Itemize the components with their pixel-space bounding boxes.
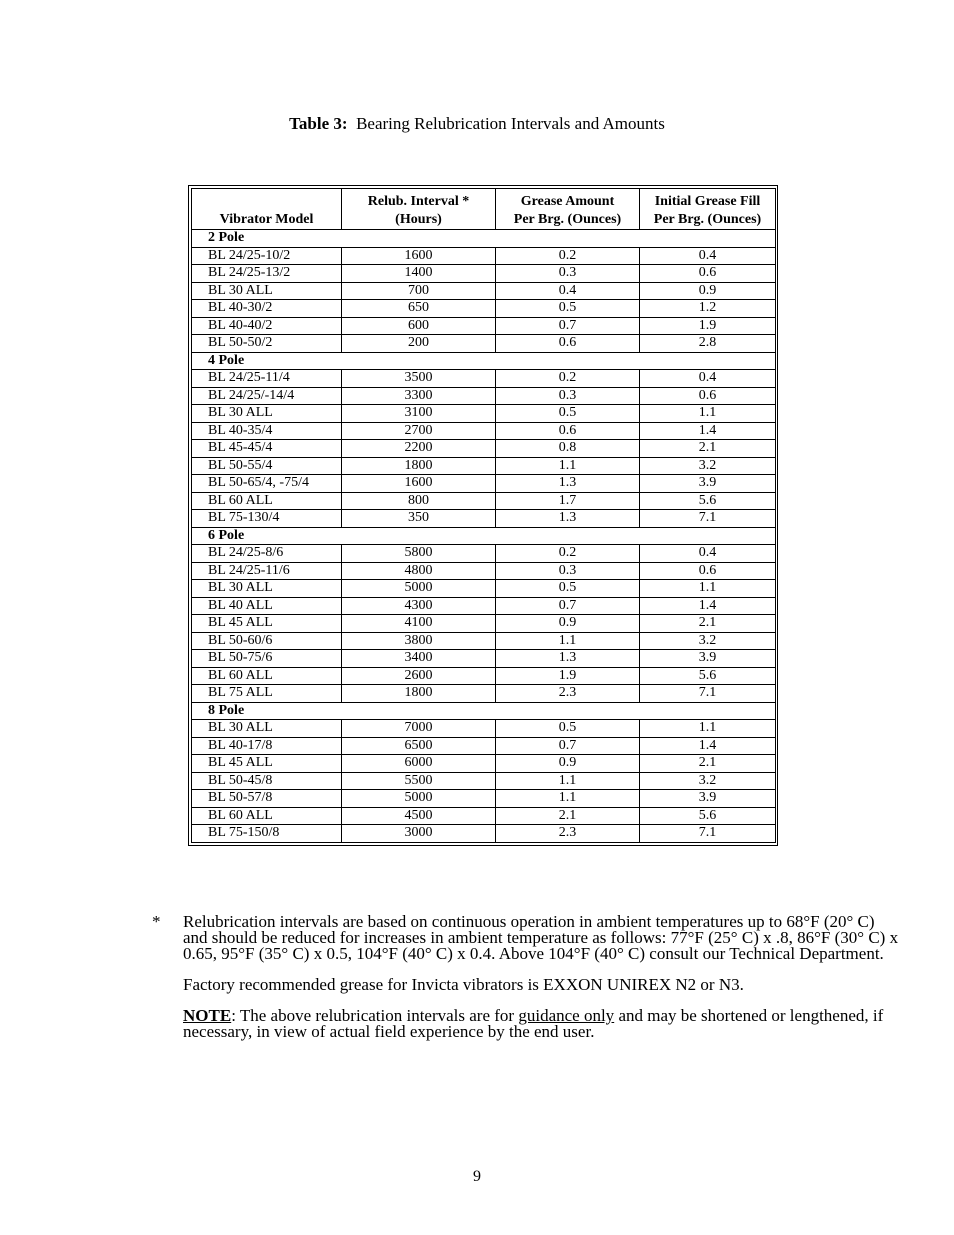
cell-initial-fill: 3.2	[640, 772, 776, 790]
table-row	[192, 440, 776, 458]
cell-relub-interval: 800	[342, 492, 496, 510]
cell-initial-fill: 3.9	[640, 790, 776, 808]
cell-grease-amount: 0.3	[496, 562, 640, 580]
table-row	[192, 737, 776, 755]
note-text-underlined: guidance only	[518, 1006, 615, 1025]
cell-relub-interval: 3100	[342, 405, 496, 423]
relubrication-table	[191, 188, 776, 843]
cell-model: BL 50-50/2	[192, 335, 342, 353]
table-row	[192, 457, 776, 475]
cell-relub-interval: 4300	[342, 597, 496, 615]
cell-model: BL 75 ALL	[192, 685, 342, 703]
cell-model: BL 60 ALL	[192, 807, 342, 825]
header-initial-grease-fill: Initial Grease Fill Per Brg. (Ounces)	[640, 189, 776, 230]
table-caption-text: Bearing Relubrication Intervals and Amounts	[356, 114, 665, 133]
cell-initial-fill: 0.4	[640, 370, 776, 388]
footnote-asterisk: *	[152, 912, 161, 931]
group-label: 8 Pole	[192, 702, 776, 720]
table-row	[192, 650, 776, 668]
table-row	[192, 317, 776, 335]
cell-relub-interval: 4800	[342, 562, 496, 580]
cell-model: BL 50-45/8	[192, 772, 342, 790]
table-row	[192, 615, 776, 633]
cell-grease-amount: 0.9	[496, 615, 640, 633]
group-row	[192, 230, 776, 248]
table-row	[192, 247, 776, 265]
cell-grease-amount: 1.1	[496, 632, 640, 650]
cell-initial-fill: 5.6	[640, 667, 776, 685]
cell-model: BL 24/25-11/6	[192, 562, 342, 580]
cell-model: BL 24/25-13/2	[192, 265, 342, 283]
header-relub-interval: Relub. Interval * (Hours)	[342, 189, 496, 230]
guidance-note	[183, 1008, 902, 1040]
cell-grease-amount: 1.1	[496, 772, 640, 790]
cell-relub-interval: 3800	[342, 632, 496, 650]
cell-initial-fill: 3.9	[640, 650, 776, 668]
cell-relub-interval: 1800	[342, 685, 496, 703]
cell-initial-fill: 5.6	[640, 807, 776, 825]
table-row	[192, 282, 776, 300]
table-body	[192, 230, 776, 843]
group-label: 2 Pole	[192, 230, 776, 248]
cell-grease-amount: 1.3	[496, 475, 640, 493]
cell-relub-interval: 1600	[342, 475, 496, 493]
cell-grease-amount: 0.4	[496, 282, 640, 300]
cell-relub-interval: 2600	[342, 667, 496, 685]
cell-grease-amount: 0.5	[496, 580, 640, 598]
cell-relub-interval: 700	[342, 282, 496, 300]
cell-grease-amount: 0.3	[496, 265, 640, 283]
grease-recommendation: Factory recommended grease for Invicta vibrators is EXXON UNIREX N2 or N3.	[183, 975, 744, 994]
cell-initial-fill: 3.2	[640, 632, 776, 650]
cell-initial-fill: 1.1	[640, 720, 776, 738]
table-row	[192, 790, 776, 808]
table-row	[192, 265, 776, 283]
cell-model: BL 75-130/4	[192, 510, 342, 528]
cell-grease-amount: 0.3	[496, 387, 640, 405]
table-row	[192, 720, 776, 738]
cell-model: BL 50-65/4, -75/4	[192, 475, 342, 493]
cell-relub-interval: 1600	[342, 247, 496, 265]
table-row	[192, 370, 776, 388]
cell-grease-amount: 0.7	[496, 737, 640, 755]
table-row	[192, 422, 776, 440]
cell-model: BL 60 ALL	[192, 667, 342, 685]
cell-initial-fill: 0.6	[640, 265, 776, 283]
cell-model: BL 30 ALL	[192, 720, 342, 738]
cell-grease-amount: 1.1	[496, 457, 640, 475]
cell-grease-amount: 0.5	[496, 405, 640, 423]
cell-grease-amount: 0.2	[496, 370, 640, 388]
cell-initial-fill: 2.8	[640, 335, 776, 353]
cell-grease-amount: 0.2	[496, 247, 640, 265]
cell-grease-amount: 0.6	[496, 335, 640, 353]
table-row	[192, 562, 776, 580]
table-row	[192, 772, 776, 790]
cell-initial-fill: 2.1	[640, 615, 776, 633]
cell-model: BL 24/25-8/6	[192, 545, 342, 563]
note-text-pre: : The above relubrication intervals are for	[231, 1006, 519, 1025]
cell-relub-interval: 5800	[342, 545, 496, 563]
cell-relub-interval: 2200	[342, 440, 496, 458]
cell-model: BL 30 ALL	[192, 405, 342, 423]
cell-relub-interval: 4100	[342, 615, 496, 633]
cell-relub-interval: 1400	[342, 265, 496, 283]
cell-relub-interval: 6000	[342, 755, 496, 773]
cell-model: BL 40 ALL	[192, 597, 342, 615]
page-number: 9	[473, 1168, 481, 1185]
cell-initial-fill: 1.4	[640, 597, 776, 615]
table-row	[192, 545, 776, 563]
cell-relub-interval: 650	[342, 300, 496, 318]
cell-initial-fill: 1.4	[640, 422, 776, 440]
cell-relub-interval: 5000	[342, 580, 496, 598]
cell-initial-fill: 2.1	[640, 440, 776, 458]
cell-initial-fill: 1.9	[640, 317, 776, 335]
cell-relub-interval: 200	[342, 335, 496, 353]
cell-initial-fill: 3.2	[640, 457, 776, 475]
cell-model: BL 24/25-11/4	[192, 370, 342, 388]
cell-model: BL 50-75/6	[192, 650, 342, 668]
cell-initial-fill: 7.1	[640, 825, 776, 843]
cell-grease-amount: 0.5	[496, 720, 640, 738]
cell-relub-interval: 2700	[342, 422, 496, 440]
cell-initial-fill: 5.6	[640, 492, 776, 510]
cell-initial-fill: 3.9	[640, 475, 776, 493]
table-row	[192, 825, 776, 843]
group-row	[192, 702, 776, 720]
cell-grease-amount: 0.6	[496, 422, 640, 440]
table-caption	[0, 114, 954, 134]
cell-relub-interval: 7000	[342, 720, 496, 738]
cell-initial-fill: 2.1	[640, 755, 776, 773]
cell-model: BL 30 ALL	[192, 282, 342, 300]
cell-model: BL 24/25-10/2	[192, 247, 342, 265]
cell-relub-interval: 3300	[342, 387, 496, 405]
cell-grease-amount: 0.8	[496, 440, 640, 458]
group-label: 4 Pole	[192, 352, 776, 370]
cell-initial-fill: 1.2	[640, 300, 776, 318]
cell-grease-amount: 0.5	[496, 300, 640, 318]
footnotes	[152, 914, 902, 1055]
cell-grease-amount: 0.7	[496, 317, 640, 335]
table-row	[192, 405, 776, 423]
cell-grease-amount: 1.7	[496, 492, 640, 510]
table-row	[192, 597, 776, 615]
cell-model: BL 45-45/4	[192, 440, 342, 458]
group-label: 6 Pole	[192, 527, 776, 545]
note-label: NOTE	[183, 1006, 232, 1025]
cell-model: BL 50-60/6	[192, 632, 342, 650]
cell-model: BL 50-57/8	[192, 790, 342, 808]
table-row	[192, 510, 776, 528]
cell-initial-fill: 0.6	[640, 562, 776, 580]
header-vibrator-model: Vibrator Model	[192, 189, 342, 230]
cell-model: BL 24/25/-14/4	[192, 387, 342, 405]
cell-model: BL 40-30/2	[192, 300, 342, 318]
note-text-post: and may be shortened or lengthened, if necessary, in view of actual field experience by the end user.	[183, 1006, 884, 1041]
cell-initial-fill: 7.1	[640, 685, 776, 703]
relubrication-table-frame	[188, 185, 778, 846]
cell-relub-interval: 3000	[342, 825, 496, 843]
cell-relub-interval: 4500	[342, 807, 496, 825]
cell-initial-fill: 0.4	[640, 247, 776, 265]
cell-relub-interval: 5000	[342, 790, 496, 808]
table-row	[192, 492, 776, 510]
cell-model: BL 50-55/4	[192, 457, 342, 475]
table-row	[192, 685, 776, 703]
cell-model: BL 40-17/8	[192, 737, 342, 755]
cell-grease-amount: 0.2	[496, 545, 640, 563]
table-row	[192, 387, 776, 405]
table-row	[192, 632, 776, 650]
cell-grease-amount: 2.3	[496, 685, 640, 703]
cell-grease-amount: 2.1	[496, 807, 640, 825]
cell-initial-fill: 0.6	[640, 387, 776, 405]
group-row	[192, 352, 776, 370]
cell-relub-interval: 350	[342, 510, 496, 528]
cell-grease-amount: 0.7	[496, 597, 640, 615]
relubrication-footnote: Relubrication intervals are based on continuous operation in ambient temperatures up to 68°F (20° C) and should be reduced for increases in ambient temperature as follows: 77°F (25° C) x .8, 86°F (30° C) x 0.65, 95°F (35° C) x 0.5, 104°F (40° C) x 0.4. Above 104°F (40° C) consult our Technical Department.	[183, 912, 899, 963]
cell-relub-interval: 5500	[342, 772, 496, 790]
header-grease-amount: Grease Amount Per Brg. (Ounces)	[496, 189, 640, 230]
cell-grease-amount: 1.9	[496, 667, 640, 685]
cell-relub-interval: 3400	[342, 650, 496, 668]
table-row	[192, 580, 776, 598]
cell-grease-amount: 1.3	[496, 650, 640, 668]
cell-model: BL 40-35/4	[192, 422, 342, 440]
table-row	[192, 667, 776, 685]
table-row	[192, 300, 776, 318]
cell-initial-fill: 1.4	[640, 737, 776, 755]
cell-initial-fill: 0.4	[640, 545, 776, 563]
cell-initial-fill: 0.9	[640, 282, 776, 300]
table-row	[192, 755, 776, 773]
cell-model: BL 30 ALL	[192, 580, 342, 598]
group-row	[192, 527, 776, 545]
cell-relub-interval: 6500	[342, 737, 496, 755]
table-header-row	[192, 189, 776, 230]
cell-model: BL 60 ALL	[192, 492, 342, 510]
cell-relub-interval: 600	[342, 317, 496, 335]
cell-model: BL 40-40/2	[192, 317, 342, 335]
table-row	[192, 475, 776, 493]
cell-grease-amount: 0.9	[496, 755, 640, 773]
table-caption-prefix: Table 3:	[289, 114, 348, 133]
cell-model: BL 45 ALL	[192, 755, 342, 773]
cell-model: BL 75-150/8	[192, 825, 342, 843]
table-row	[192, 335, 776, 353]
cell-grease-amount: 2.3	[496, 825, 640, 843]
cell-grease-amount: 1.1	[496, 790, 640, 808]
cell-relub-interval: 3500	[342, 370, 496, 388]
table-row	[192, 807, 776, 825]
cell-grease-amount: 1.3	[496, 510, 640, 528]
cell-relub-interval: 1800	[342, 457, 496, 475]
cell-model: BL 45 ALL	[192, 615, 342, 633]
cell-initial-fill: 1.1	[640, 580, 776, 598]
cell-initial-fill: 1.1	[640, 405, 776, 423]
cell-initial-fill: 7.1	[640, 510, 776, 528]
